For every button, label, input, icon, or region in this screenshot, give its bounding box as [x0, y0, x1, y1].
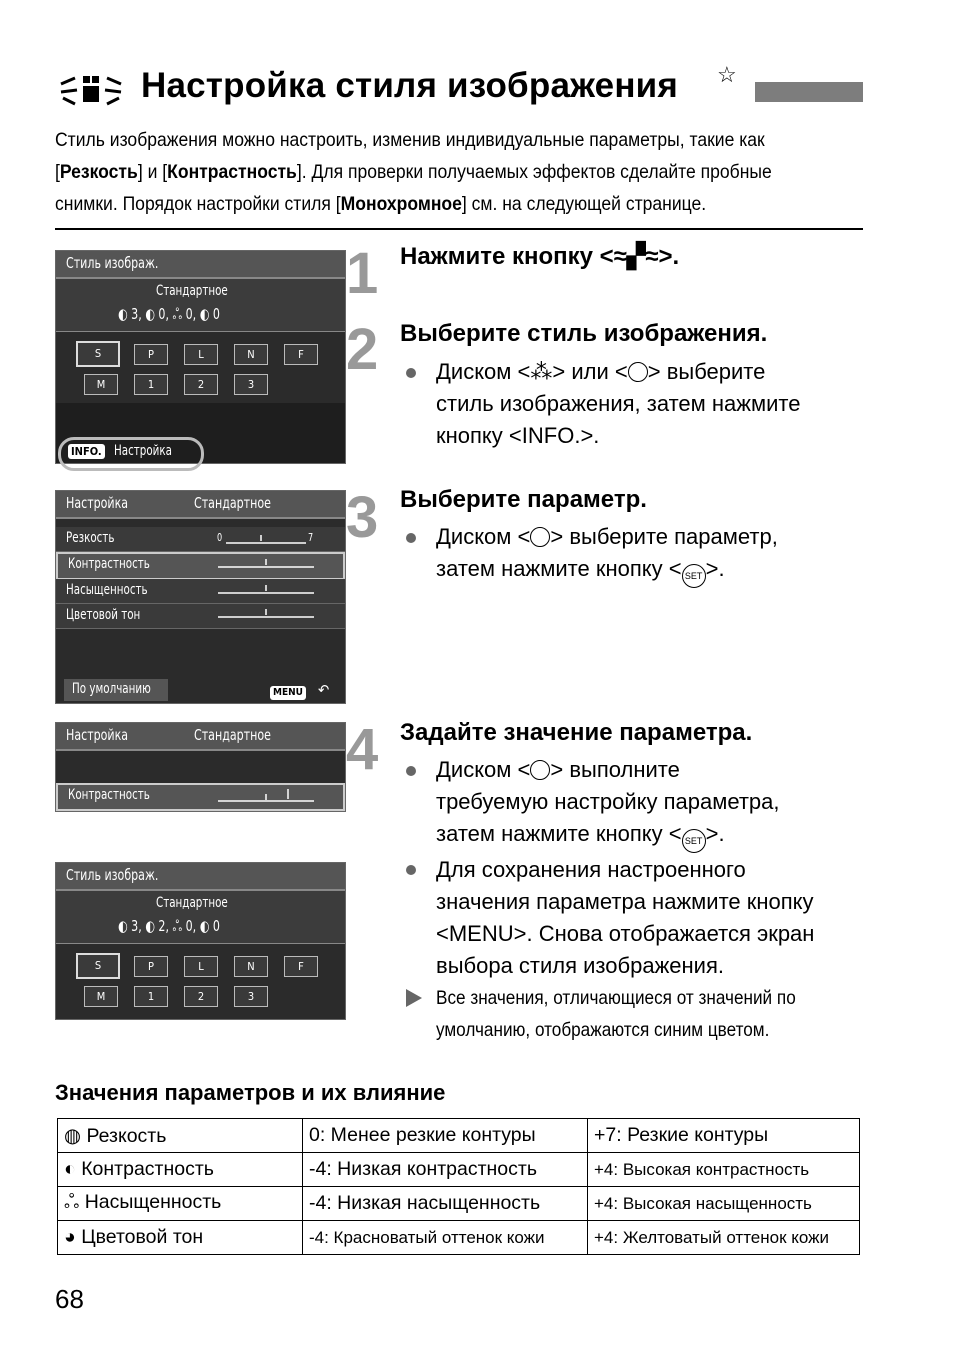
- step-heading: Выберите параметр.: [400, 486, 647, 513]
- table-cell: +4: Желтоватый оттенок кожи: [588, 1221, 860, 1255]
- intro-paragraph: Стиль изображения можно настроить, изменив индивидуальные параметры, такие как [Резкость] и [Контрастность]. Для проверки получаемых эффектов сделайте пробные снимки. Порядок настройки стиля [Монохромное] см. на следующей странице.: [55, 129, 772, 215]
- table-row: [58, 1119, 860, 1153]
- menu-button[interactable]: MENU: [270, 686, 306, 700]
- parameters-table: [57, 1118, 860, 1255]
- step-text: Диском < > выберите параметр, затем нажмите кнопку < SET >.: [436, 521, 778, 588]
- table-cell: +4: Высокая насыщенность: [588, 1187, 860, 1221]
- param-scale: [216, 789, 316, 805]
- scale-min: 0: [217, 531, 223, 544]
- camera-screen-style-result: [55, 862, 346, 1020]
- step-heading: Задайте значение параметра.: [400, 719, 753, 746]
- result-note: Все значения, отличающиеся от значений по умолчанию, отображаются синим цветом.: [436, 987, 796, 1041]
- table-cell: +4: Высокая контрастность: [588, 1153, 860, 1187]
- camera-screen-adjust: [55, 722, 346, 812]
- main-dial-icon: ⁂: [530, 359, 553, 384]
- style-cell[interactable]: P: [134, 344, 168, 365]
- sharpness-icon: ◍: [64, 1124, 82, 1147]
- return-icon: ↶: [318, 681, 330, 699]
- result-arrow-icon: [406, 989, 422, 1007]
- style-cell[interactable]: 1: [134, 374, 168, 395]
- table-cell: +7: Резкие контуры: [588, 1119, 860, 1153]
- table-cell: -4: Красноватый оттенок кожи: [303, 1221, 588, 1255]
- divider: [55, 228, 863, 230]
- advanced-star-icon: ☆: [717, 62, 737, 87]
- color-tone-icon: ◕: [64, 1226, 76, 1248]
- step-text: Диском <⁂> или < > выберите стиль изображения, затем нажмите кнопку <INFO.>.: [436, 359, 801, 448]
- step-number: 3: [346, 485, 379, 550]
- camera-screen-style-select: [55, 250, 346, 464]
- table-cell: ◐ Контрастность: [58, 1153, 303, 1187]
- bullet-icon: [406, 865, 416, 875]
- quick-dial-icon: [530, 527, 550, 547]
- table-cell: -4: Низкая контрастность: [303, 1153, 588, 1187]
- page-header: [55, 62, 865, 118]
- style-cell[interactable]: N: [234, 956, 268, 977]
- step-number: 2: [346, 317, 379, 382]
- style-cell[interactable]: 2: [184, 986, 218, 1007]
- page-title: Настройка стиля изображения: [141, 66, 679, 105]
- table-cell: -4: Низкая насыщенность: [303, 1187, 588, 1221]
- style-info-panel: [56, 279, 345, 332]
- param-label: Контрастность: [68, 787, 150, 803]
- step-number: 1: [346, 241, 379, 306]
- default-button[interactable]: По умолчанию: [64, 679, 168, 701]
- style-cell[interactable]: S: [76, 953, 120, 979]
- style-cell[interactable]: 2: [184, 374, 218, 395]
- menu-button-icon: MENU: [448, 921, 514, 946]
- bullet-icon: [406, 533, 416, 543]
- style-cell[interactable]: F: [284, 956, 318, 977]
- style-cell[interactable]: F: [284, 344, 318, 365]
- scale-max: 7: [308, 531, 314, 544]
- contrast-icon: ◐: [64, 1158, 76, 1180]
- screen-header: Настройка Стандартное: [56, 491, 345, 519]
- step-text: Для сохранения настроенного значения параметра нажмите кнопку <MENU>. Снова отображается экран выбора стиля изображения.: [436, 857, 815, 978]
- param-row-selected[interactable]: [56, 783, 345, 811]
- table-row: [58, 1221, 860, 1255]
- style-values: ◐ 3, ◐ 0, ஃ 0, ◐ 0: [118, 305, 220, 323]
- step-heading: Выберите стиль изображения.: [400, 320, 768, 347]
- info-button[interactable]: INFO.: [68, 444, 105, 459]
- bullet-icon: [406, 766, 416, 776]
- screen-header: Настройка Стандартное: [56, 723, 345, 751]
- style-name: Стандартное: [156, 283, 228, 299]
- style-cell[interactable]: N: [234, 344, 268, 365]
- table-row: [58, 1187, 860, 1221]
- param-label: Цветовой тон: [66, 607, 141, 623]
- header-bar: [755, 82, 863, 102]
- set-button-icon: SET: [682, 829, 706, 853]
- quick-dial-icon: [628, 362, 648, 382]
- style-name: Стандартное: [156, 895, 228, 911]
- style-info-panel: [56, 891, 345, 944]
- table-row: [58, 1153, 860, 1187]
- page-number: 68: [55, 1284, 84, 1314]
- camera-screen-parameters: [55, 490, 346, 704]
- step-number: 4: [346, 717, 379, 782]
- param-scales: [216, 535, 316, 635]
- screen-header: Стиль изображ.: [56, 863, 345, 891]
- saturation-icon: ஃ: [64, 1191, 80, 1213]
- style-cell[interactable]: L: [184, 344, 218, 365]
- param-label: Контрастность: [68, 556, 150, 572]
- quick-dial-icon: [530, 760, 550, 780]
- table-cell: ஃ Насыщенность: [58, 1187, 303, 1221]
- bullet-icon: [406, 368, 416, 378]
- param-label: Резкость: [66, 530, 115, 546]
- param-label: Насыщенность: [66, 582, 148, 598]
- picture-style-icon: [55, 70, 127, 106]
- style-cell[interactable]: P: [134, 956, 168, 977]
- info-label: Настройка: [114, 443, 172, 459]
- set-button-icon: SET: [682, 564, 706, 588]
- step-text: Диском < > выполните требуемую настройку параметра, затем нажмите кнопку < SET >.: [436, 754, 780, 853]
- style-cell[interactable]: M: [84, 986, 118, 1007]
- style-values: ◐ 3, ◐ 2, ஃ 0, ◐ 0: [118, 917, 220, 935]
- table-title: Значения параметров и их влияние: [55, 1080, 446, 1105]
- style-cell[interactable]: 3: [234, 986, 268, 1007]
- table-cell: ◕ Цветовой тон: [58, 1221, 303, 1255]
- style-cell[interactable]: M: [84, 374, 118, 395]
- step-heading: Нажмите кнопку <≈▞≈>.: [400, 243, 680, 270]
- table-cell: ◍ Резкость: [58, 1119, 303, 1153]
- screen-header: Стиль изображ.: [56, 251, 345, 279]
- style-cell[interactable]: 1: [134, 986, 168, 1007]
- table-cell: 0: Менее резкие контуры: [303, 1119, 588, 1153]
- style-cell[interactable]: 3: [234, 374, 268, 395]
- info-button-icon: INFO.: [521, 423, 581, 448]
- picture-style-icon: ≈▞≈: [613, 243, 659, 270]
- style-cell[interactable]: S: [76, 341, 120, 367]
- style-cell[interactable]: L: [184, 956, 218, 977]
